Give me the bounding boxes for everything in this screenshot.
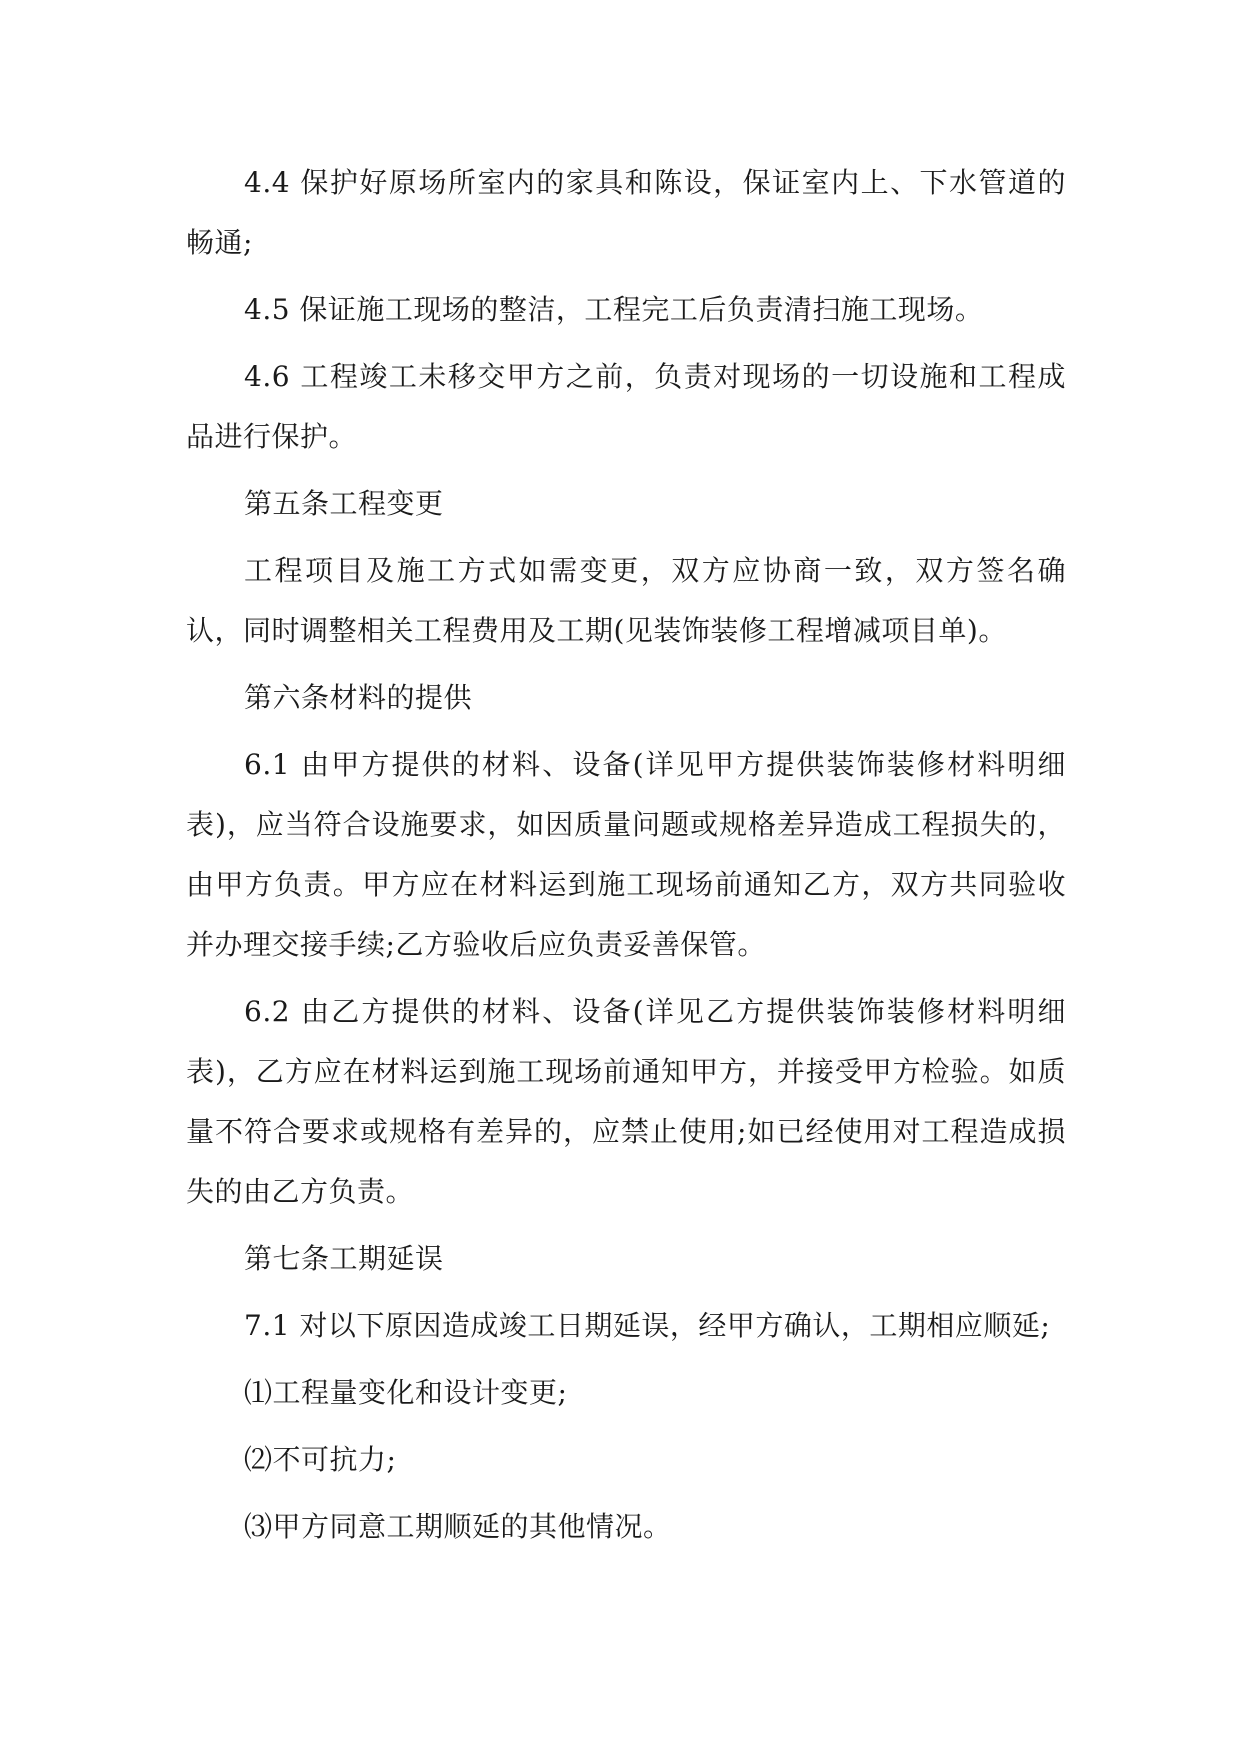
heading-article-6: 第六条材料的提供: [244, 681, 473, 714]
list-item-1: ⑴工程量变化和设计变更;: [244, 1376, 568, 1409]
paragraph-4-5: 4.5 保证施工现场的整洁，工程完工后负责清扫施工现场。: [244, 293, 984, 326]
paragraph-7-1: 7.1 对以下原因造成竣工日期延误，经甲方确认，工期相应顺延;: [244, 1309, 1051, 1342]
paragraph-4-4: 4.4 保护好原场所室内的家具和陈设，保证室内上、下水管道的畅通;: [186, 166, 1066, 259]
document-body: [186, 153, 1066, 1564]
list-item-2: ⑵不可抗力;: [244, 1443, 397, 1476]
list-item-3: ⑶甲方同意工期顺延的其他情况。: [244, 1510, 672, 1543]
paragraph-article-5-body: 工程项目及施工方式如需变更，双方应协商一致，双方签名确认，同时调整相关工程费用及工期(见装饰装修工程增减项目单)。: [186, 554, 1066, 647]
paragraph-6-2: 6.2 由乙方提供的材料、设备(详见乙方提供装饰装修材料明细表)，乙方应在材料运到施工现场前通知甲方，并接受甲方检验。如质量不符合要求或规格有差异的，应禁止使用;如已经使用对工程造成损失的由乙方负责。: [186, 995, 1066, 1208]
paragraph-4-6: 4.6 工程竣工未移交甲方之前，负责对现场的一切设施和工程成品进行保护。: [186, 360, 1066, 453]
heading-article-5: 第五条工程变更: [244, 487, 444, 520]
paragraph-6-1: 6.1 由甲方提供的材料、设备(详见甲方提供装饰装修材料明细表)，应当符合设施要求，如因质量问题或规格差异造成工程损失的，由甲方负责。甲方应在材料运到施工现场前通知乙方，双方共同验收并办理交接手续;乙方验收后应负责妥善保管。: [186, 748, 1066, 961]
heading-article-7: 第七条工期延误: [244, 1242, 444, 1275]
